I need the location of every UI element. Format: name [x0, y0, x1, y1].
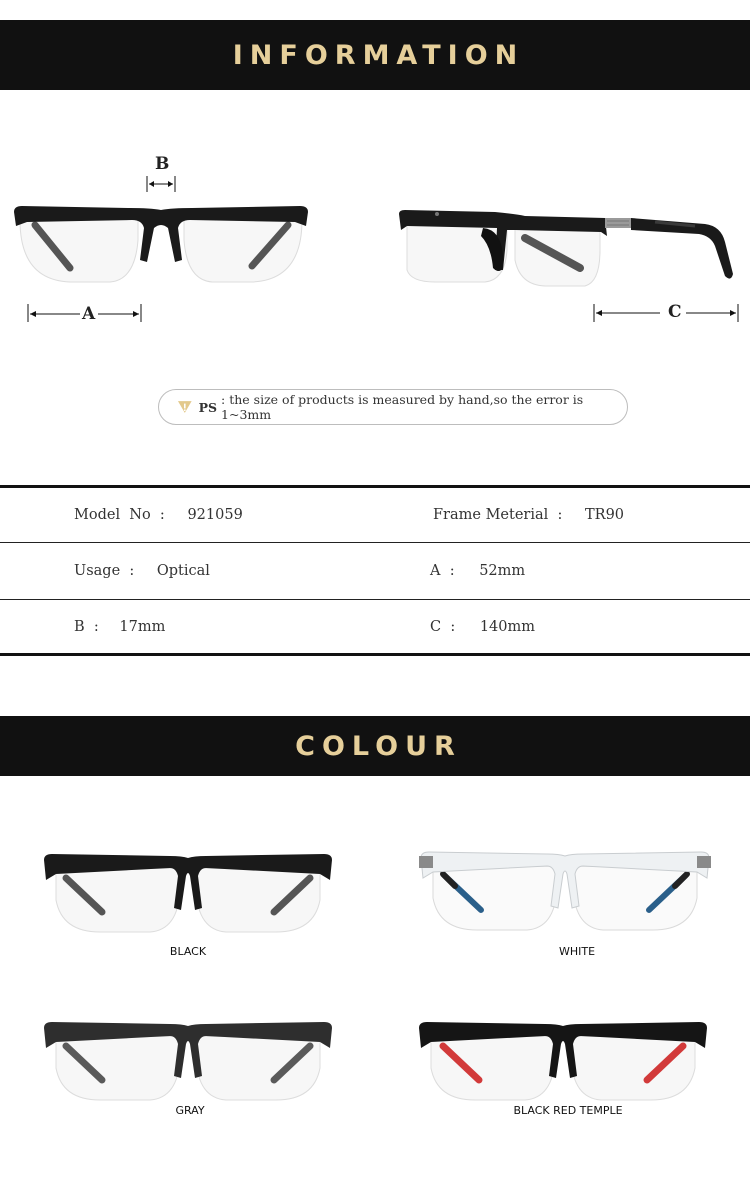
- warning-icon: [177, 400, 193, 414]
- label-b: B: [155, 154, 170, 174]
- black-glasses-image: [40, 850, 335, 940]
- white-glasses-image: [415, 846, 715, 941]
- gray-label: GRAY: [175, 1104, 205, 1117]
- c-cell: [430, 619, 535, 635]
- label-c: C: [668, 302, 682, 322]
- c-key: C :: [430, 618, 456, 635]
- ps-text: : the size of products is measured by hand,so the error is 1~3mm: [221, 392, 584, 422]
- black-label: BLACK: [169, 945, 207, 958]
- model-key: Model No :: [74, 507, 165, 523]
- b-cell: [74, 619, 165, 635]
- spec-row-3: [0, 599, 750, 656]
- usage-key: Usage :: [74, 563, 135, 579]
- gray-glasses-image: [40, 1018, 335, 1108]
- measurement-diagram: [0, 150, 750, 340]
- ps-prefix: PS: [198, 399, 218, 415]
- b-key: B :: [74, 618, 99, 635]
- spec-table: [0, 485, 750, 656]
- ps-note: [158, 389, 628, 425]
- label-a: A: [82, 304, 96, 324]
- usage-cell: [74, 563, 210, 579]
- model-cell: [74, 507, 243, 523]
- spec-row-2: [0, 542, 750, 599]
- a-value: 52mm: [479, 563, 526, 579]
- material-cell: [433, 507, 624, 523]
- front-view-glasses: [10, 150, 320, 330]
- usage-value: Optical: [156, 563, 210, 579]
- model-value: 921059: [187, 507, 243, 523]
- black-red-temple-label: BLACK RED TEMPLE: [513, 1104, 623, 1117]
- colour-banner: [0, 716, 750, 776]
- white-label: WHITE: [558, 945, 596, 958]
- a-cell: [430, 563, 525, 579]
- b-value: 17mm: [119, 618, 166, 635]
- material-value: TR90: [584, 507, 625, 523]
- spec-row-1: [0, 485, 750, 542]
- black-red-temple-glasses-image: [415, 1018, 710, 1108]
- c-value: 140mm: [479, 618, 535, 635]
- material-key: Frame Meterial :: [433, 507, 563, 523]
- information-title: INFORMATION: [232, 39, 525, 71]
- information-banner: [0, 20, 750, 90]
- a-key: A :: [430, 563, 455, 579]
- colour-title: COLOUR: [295, 730, 462, 762]
